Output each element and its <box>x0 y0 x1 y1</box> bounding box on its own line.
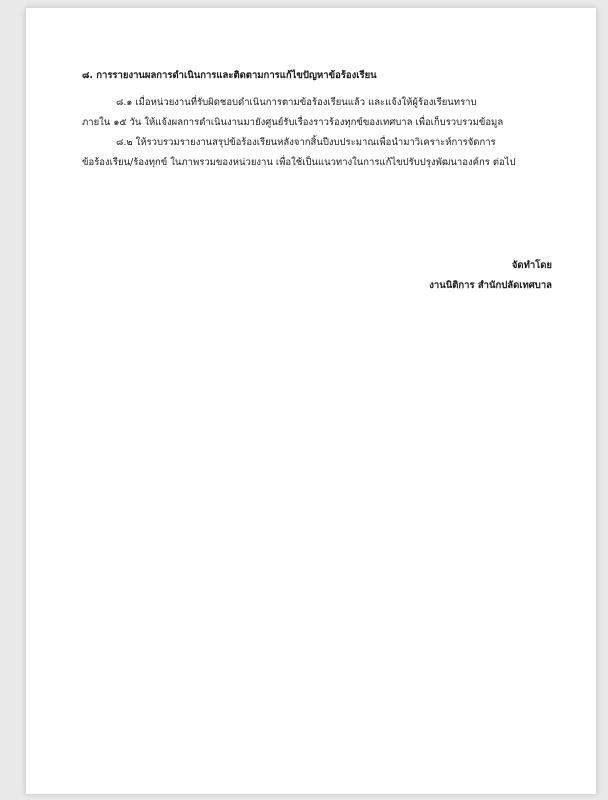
para-1-line-1: ๘.๑ เมื่อหน่วยงานที่รับผิดชอบดำเนินการตามข้อร้องเรียนแล้ว และแจ้งให้ผู้ร้องเรียนทราบ <box>116 97 477 108</box>
document-body <box>82 68 552 173</box>
section-heading: ๘. การรายงานผลการดำเนินการและติดตามการแก้ไขปัญหาข้อร้องเรียน <box>82 70 377 81</box>
signature-block <box>429 256 552 296</box>
document-page <box>26 8 596 794</box>
para-1-line-2: ภายใน ๑๕ วัน ให้แจ้งผลการดำเนินงานมายังศูนย์รับเรื่องราวร้องทุกข์ของเทศบาล เพื่อเก็บรวบรวมข้อมูล <box>82 117 504 128</box>
signature-unit: งานนิติการ สำนักปลัดเทศบาล <box>429 280 552 291</box>
para-2-line-1: ๘.๒ ให้รวบรวมรายงานสรุปข้อร้องเรียนหลังจากสิ้นปีงบประมาณเพื่อนำมาวิเคราะห์การจัดการ <box>116 137 496 148</box>
signature-label: จัดทำโดย <box>511 260 552 271</box>
para-2-line-2: ข้อร้องเรียน/ร้องทุกข์ ในภาพรวมของหน่วยงาน เพื่อใช้เป็นแนวทางในการแก้ไขปรับปรุงพัฒนาองค์กร ต่อไป <box>82 157 516 168</box>
